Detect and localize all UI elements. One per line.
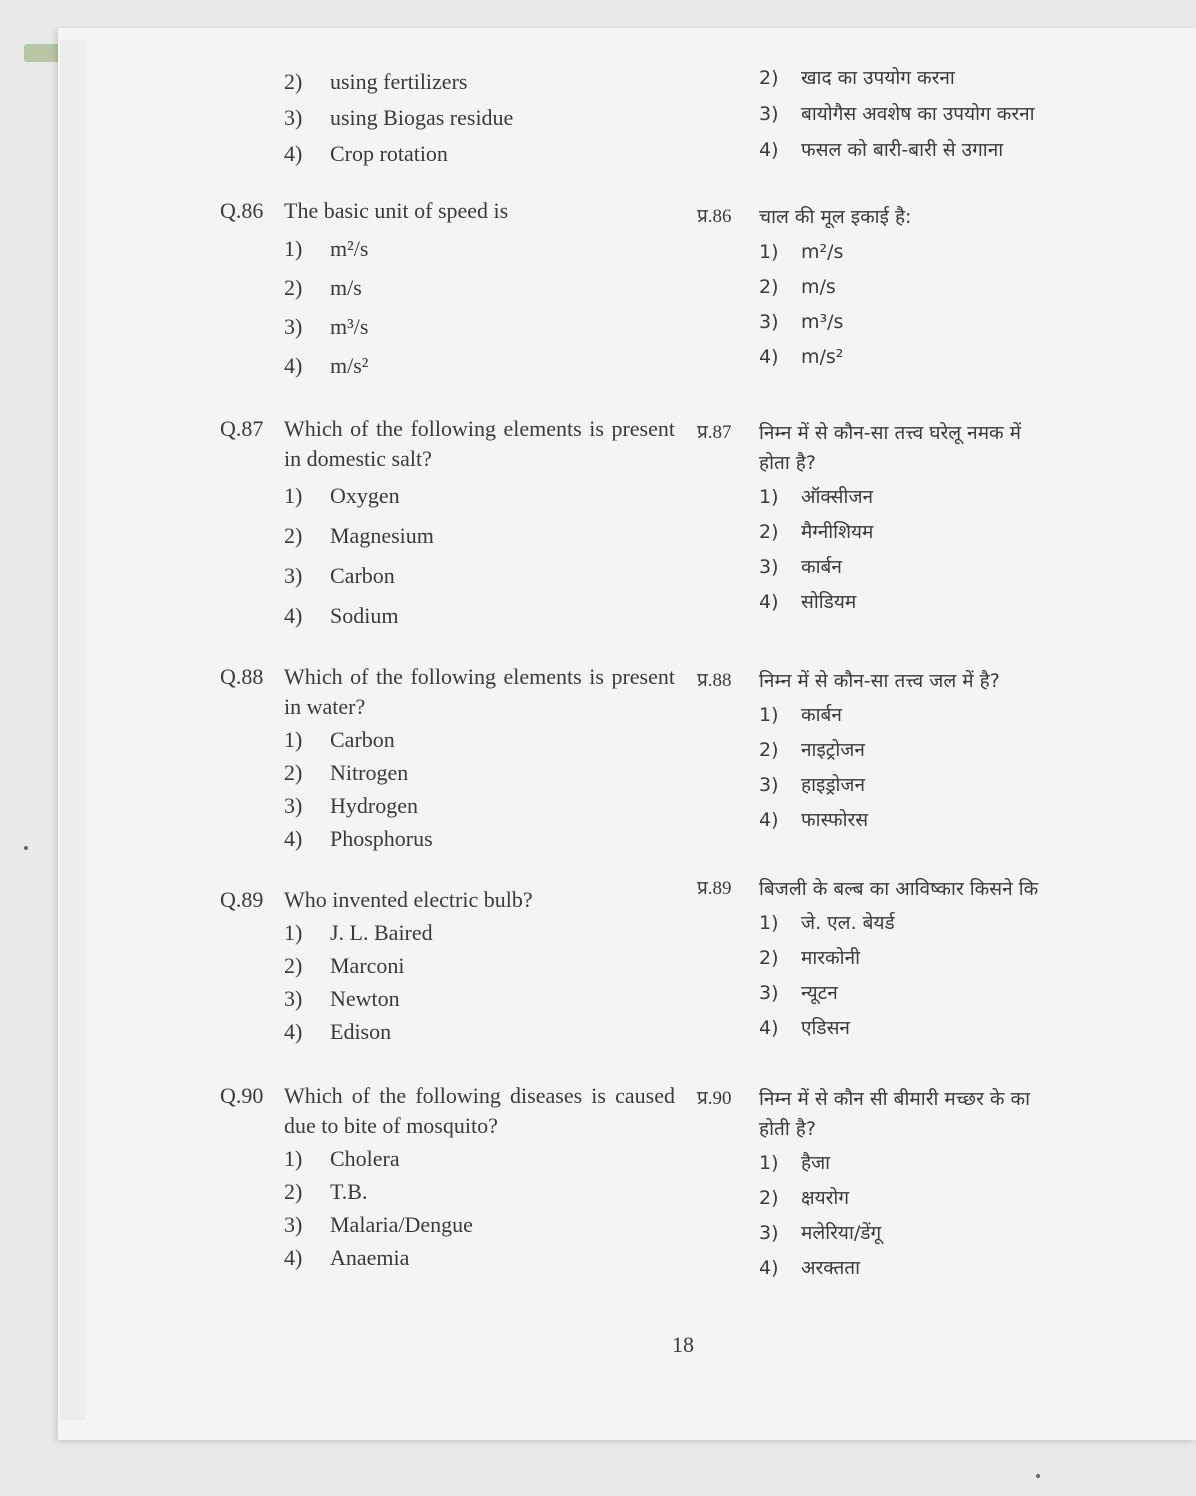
page-number: 18: [672, 1332, 694, 1357]
question-text-continued: होती है?: [759, 1118, 816, 1140]
question-90-hindi: [697, 1084, 1117, 1286]
option: 2) मारकोनी: [759, 947, 861, 969]
option: 1) कार्बन: [759, 704, 842, 726]
option: 3) m³/s: [759, 311, 844, 333]
hindi-column: [697, 0, 1117, 1330]
question-number: Q.88: [220, 664, 264, 689]
question-89: [220, 885, 675, 1048]
question-90: [220, 1081, 675, 1274]
option: 4) Crop rotation: [284, 141, 448, 166]
option: 2) नाइट्रोजन: [759, 739, 865, 761]
scan-speck: [24, 846, 28, 850]
option: 2) Nitrogen: [284, 760, 409, 785]
option: 4) एडिसन: [759, 1017, 850, 1039]
question-88: [220, 662, 675, 855]
option: 4) अरक्तता: [759, 1257, 861, 1279]
question-number: प्र.89: [697, 878, 732, 899]
option: 4) m/s²: [284, 353, 369, 378]
question-number: Q.90: [220, 1083, 264, 1108]
question-number: प्र.86: [697, 206, 732, 227]
question-86-hindi: [697, 202, 1117, 375]
option: 3) Newton: [284, 986, 400, 1011]
question-number: प्र.90: [697, 1088, 732, 1109]
option: 4) फसल को बारी-बारी से उगाना: [759, 139, 1004, 161]
scan-speck: [1036, 1474, 1040, 1478]
option: 3) हाइड्रोजन: [759, 774, 866, 796]
option: 3) Hydrogen: [284, 793, 418, 818]
continued-options-hindi: [697, 60, 1117, 168]
question-text: Which of the following diseases is caused due to bite of mosquito?: [284, 1083, 675, 1138]
question-number: Q.86: [220, 198, 264, 223]
option: 2) मैग्नीशियम: [759, 521, 874, 543]
option: 2) using fertilizers: [284, 69, 468, 94]
option: 3) m³/s: [284, 314, 369, 339]
option: 4) Phosphorus: [284, 826, 433, 851]
question-87-hindi: [697, 418, 1117, 620]
continued-options: [220, 64, 675, 172]
option: 1) ऑक्सीजन: [759, 486, 874, 508]
option: 2) m/s: [284, 275, 362, 300]
question-text-continued: होता है?: [759, 452, 816, 474]
question-text: निम्न में से कौन सी बीमारी मच्छर के का: [759, 1088, 1031, 1110]
option: 2) खाद का उपयोग करना: [759, 67, 955, 89]
question-88-hindi: [697, 666, 1117, 838]
option: 3) न्यूटन: [759, 982, 838, 1004]
question-text: Who invented electric bulb?: [284, 887, 533, 912]
option: 3) Malaria/Dengue: [284, 1212, 473, 1237]
question-number: Q.89: [220, 887, 264, 912]
option: 4) Sodium: [284, 603, 399, 628]
option: 2) T.B.: [284, 1179, 368, 1204]
option: 1) Carbon: [284, 727, 395, 752]
question-text: Which of the following elements is present in water?: [284, 664, 675, 719]
option: 2) Magnesium: [284, 523, 434, 548]
question-89-hindi: [697, 874, 1117, 1046]
question-text: निम्न में से कौन-सा तत्त्व जल में है?: [759, 670, 1000, 692]
option: 1) m²/s: [759, 241, 844, 263]
option: 1) Cholera: [284, 1146, 400, 1171]
option: 2) m/s: [759, 276, 836, 298]
option: 4) फास्फोरस: [759, 809, 869, 831]
option: 1) Oxygen: [284, 483, 400, 508]
option: 4) Anaemia: [284, 1245, 410, 1270]
option: 2) क्षयरोग: [759, 1187, 850, 1209]
option: 1) हैजा: [759, 1152, 831, 1174]
option: 3) कार्बन: [759, 556, 842, 578]
question-text: बिजली के बल्ब का आविष्कार किसने कि: [759, 878, 1039, 900]
option: 4) Edison: [284, 1019, 392, 1044]
question-text: निम्न में से कौन-सा तत्त्व घरेलू नमक में: [759, 422, 1022, 444]
question-text: Which of the following elements is present in domestic salt?: [284, 416, 675, 471]
option: 1) J. L. Baired: [284, 920, 433, 945]
question-text: चाल की मूल इकाई है:: [759, 206, 912, 228]
page-edge: [60, 40, 86, 1420]
option: 4) m/s²: [759, 346, 844, 368]
option: 4) सोडियम: [759, 591, 857, 613]
question-number: प्र.87: [697, 422, 732, 443]
question-number: प्र.88: [697, 670, 732, 691]
option: 3) मलेरिया/डेंगू: [759, 1222, 882, 1244]
question-number: Q.87: [220, 416, 264, 441]
option: 1) जे. एल. बेयर्ड: [759, 912, 895, 934]
option: 3) using Biogas residue: [284, 105, 514, 130]
question-text: The basic unit of speed is: [284, 198, 509, 223]
option: 1) m²/s: [284, 236, 369, 261]
option: 3) Carbon: [284, 563, 395, 588]
question-87: [220, 414, 675, 636]
option: 3) बायोगैस अवशेष का उपयोग करना: [759, 103, 1035, 125]
option: 2) Marconi: [284, 953, 405, 978]
question-86: [220, 196, 675, 385]
